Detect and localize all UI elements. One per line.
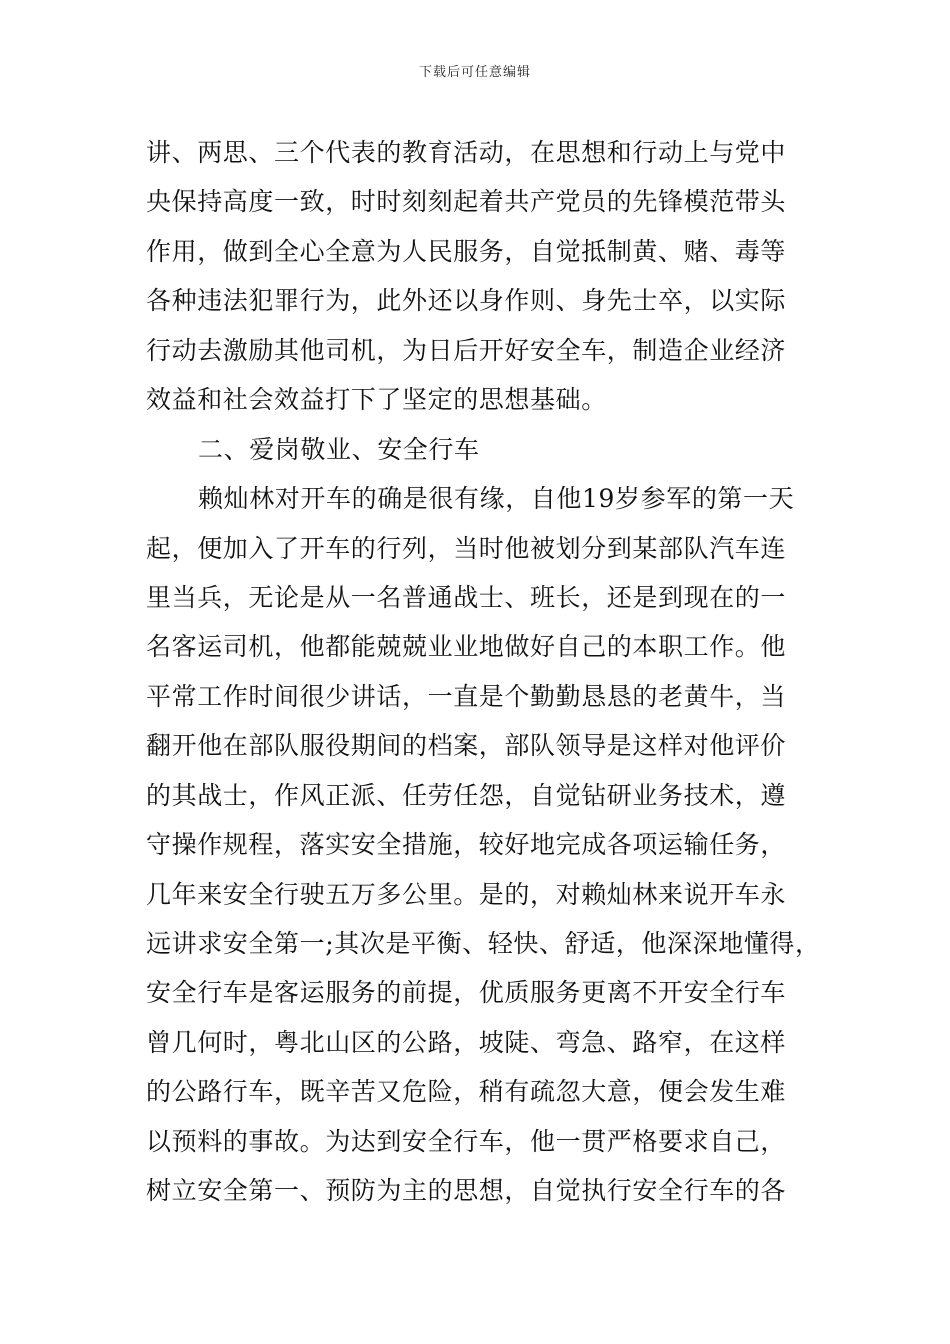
text-line: 央保持高度一致，时时刻刻起着共产党员的先锋模范带头 [146, 187, 787, 217]
text-line: 起，便加入了开车的行列，当时他被划分到某部队汽车连 [146, 533, 787, 563]
text-line: 树立安全第一、预防为主的思想，自觉执行安全行车的各 [146, 1176, 787, 1206]
page-header: 下载后可任意编辑 [418, 65, 531, 80]
text-line: 作用，做到全心全意为人民服务，自觉抵制黄、赌、毒等 [146, 236, 787, 266]
text-line: 的其战士，作风正派、任劳任怨，自觉钻研业务技术，遵 [146, 780, 787, 810]
text-line: 各种违法犯罪行为，此外还以身作则、身先士卒，以实际 [146, 286, 787, 316]
text-line: 以预料的事故。为达到安全行车，他一贯严格要求自己， [146, 1126, 787, 1156]
text-line: 行动去激励其他司机，为日后开好安全车，制造企业经济 [146, 335, 787, 365]
text-line: 里当兵，无论是从一名普通战士、班长，还是到现在的一 [146, 582, 787, 612]
text-line: 的公路行车，既辛苦又危险，稍有疏忽大意，便会发生难 [146, 1077, 787, 1107]
text-line: 几年来安全行驶五万多公里。是的，对赖灿林来说开车永 [146, 879, 787, 909]
section-heading: 二、爱岗敬业、安全行车 [198, 434, 480, 464]
text-line: 翻开他在部队服役期间的档案，部队领导是这样对他评价 [146, 731, 787, 761]
text-line: 讲、两思、三个代表的教育活动，在思想和行动上与党中 [146, 138, 787, 167]
text-line: 效益和社会效益打下了坚定的思想基础。 [146, 385, 607, 415]
text-line: 远讲求安全第一;其次是平衡、轻快、舒适，他深深地懂得， [146, 929, 821, 958]
text-line: 名客运司机，他都能兢兢业业地做好自己的本职工作。他 [146, 632, 787, 662]
text-line: 曾几何时，粤北山区的公路，坡陡、弯急、路窄，在这样 [146, 1027, 787, 1057]
text-line: 赖灿林对开车的确是很有缘，自他19岁参军的第一天 [198, 484, 795, 514]
text-line: 平常工作时间很少讲话，一直是个勤勤恳恳的老黄牛，当 [146, 681, 787, 711]
text-line: 安全行车是客运服务的前提，优质服务更离不开安全行车 [146, 978, 787, 1008]
text-line: 守操作规程，落实安全措施，较好地完成各项运输任务， [146, 830, 787, 860]
body-text [146, 128, 846, 1216]
